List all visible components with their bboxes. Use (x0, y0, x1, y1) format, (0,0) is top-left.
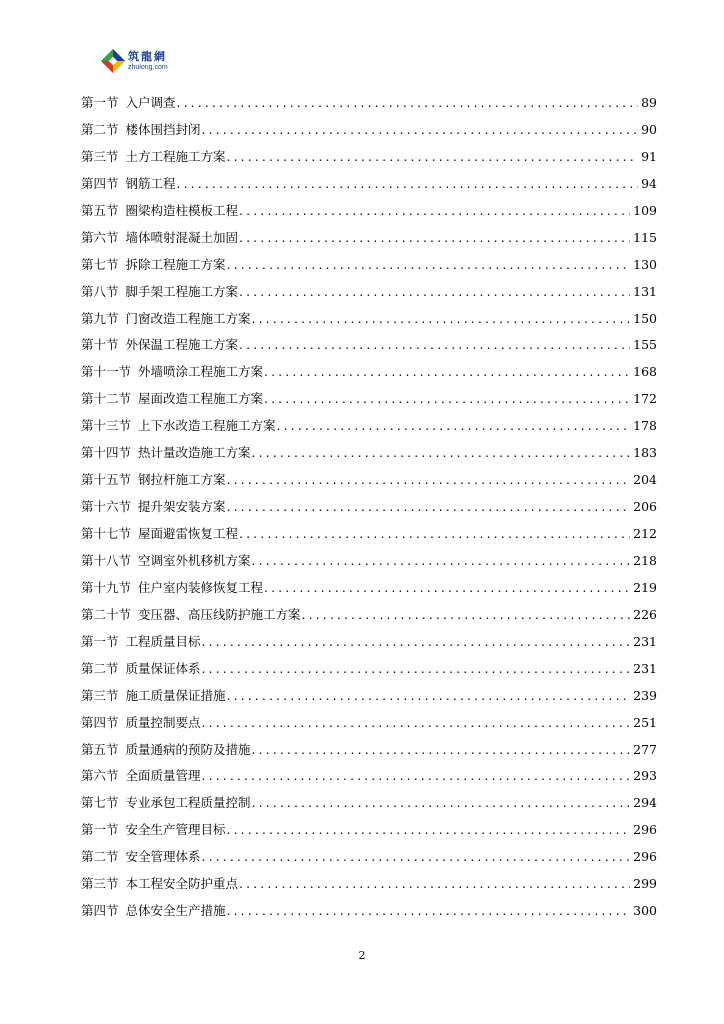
toc-entry[interactable] (81, 467, 657, 494)
toc-dot-leader (202, 710, 631, 737)
toc-dot-leader (239, 198, 630, 225)
toc-dot-leader (202, 844, 631, 871)
toc-entry[interactable] (81, 252, 657, 279)
toc-page-number: 131 (633, 283, 657, 299)
toc-entry[interactable] (81, 144, 657, 171)
toc-entry[interactable] (81, 575, 657, 602)
toc-page-number: 239 (633, 687, 657, 703)
toc-section-number: 第二十节 (81, 606, 132, 622)
toc-entry[interactable] (81, 844, 657, 871)
toc-dot-leader (264, 575, 630, 602)
toc-dot-leader (202, 763, 631, 790)
toc-section-number: 第十九节 (81, 579, 132, 595)
toc-page-number: 296 (633, 849, 657, 865)
toc-section-number: 第四节 (81, 903, 119, 919)
toc-section-number: 第十七节 (81, 526, 132, 541)
toc-page-number: 299 (633, 876, 657, 892)
toc-dot-leader (264, 359, 630, 386)
toc-section-number: 第六节 (81, 768, 119, 784)
toc-entry[interactable] (81, 548, 657, 575)
toc-section-number: 第十一节 (81, 364, 132, 380)
toc-page-number: 293 (633, 768, 657, 784)
toc-section-number: 第五节 (81, 202, 119, 218)
toc-entry[interactable] (81, 440, 657, 467)
toc-section-title: 质量保证体系 (125, 660, 201, 676)
toc-page-number: 183 (633, 445, 657, 461)
logo-url: zhulong.com (128, 63, 168, 71)
toc-section-number: 第十八节 (81, 552, 132, 568)
toc-dot-leader (239, 279, 630, 306)
toc-section-title: 工程质量目标 (125, 633, 201, 649)
toc-entry[interactable] (81, 90, 657, 117)
toc-section-number: 第一节 (81, 822, 119, 838)
logo-chinese-name: 筑龍網 (128, 49, 167, 63)
toc-section-number: 第十六节 (81, 499, 132, 515)
toc-dot-leader (239, 332, 630, 359)
toc-dot-leader (202, 117, 639, 144)
toc-section-number: 第十三节 (81, 418, 132, 434)
logo-text-group (128, 51, 168, 72)
toc-page-number: 294 (633, 795, 657, 811)
toc-dot-leader (227, 252, 631, 279)
toc-entry[interactable] (81, 710, 657, 737)
toc-dot-leader (239, 871, 630, 898)
toc-section-title: 外墙喷涂工程施工方案 (138, 364, 264, 380)
toc-dot-leader (227, 144, 639, 171)
toc-page-number: 155 (633, 337, 657, 353)
toc-entry[interactable] (81, 225, 657, 252)
toc-section-title: 变压器、高压线防护施工方案 (138, 606, 301, 622)
toc-section-number: 第六节 (81, 229, 119, 245)
toc-entry[interactable] (81, 332, 657, 359)
toc-page-number: 115 (633, 229, 657, 245)
toc-entry[interactable] (81, 359, 657, 386)
toc-section-number: 第二节 (81, 121, 119, 137)
toc-page-number: 219 (633, 579, 657, 595)
toc-page-number: 226 (633, 606, 657, 622)
toc-section-title: 圈梁构造柱模板工程 (125, 202, 239, 218)
toc-page-number: 296 (633, 822, 657, 838)
toc-page-number: 168 (633, 364, 657, 380)
toc-page-number: 91 (641, 148, 657, 164)
toc-page-number: 231 (633, 633, 657, 649)
toc-section-title: 安全生产管理目标 (125, 822, 226, 838)
toc-entry[interactable] (81, 602, 657, 629)
toc-section-title: 提升架安装方案 (138, 499, 226, 515)
toc-section-number: 第五节 (81, 741, 119, 757)
toc-entry[interactable] (81, 171, 657, 198)
table-of-contents (81, 90, 657, 925)
toc-page-number: 218 (633, 552, 657, 568)
toc-section-title: 住户室内装修恢复工程 (138, 579, 264, 595)
toc-section-title: 钢拉杆施工方案 (138, 472, 226, 488)
toc-dot-leader (252, 790, 631, 817)
toc-section-number: 第一节 (81, 95, 119, 110)
toc-section-title: 土方工程施工方案 (125, 148, 226, 164)
toc-section-title: 墙体喷射混凝土加固 (125, 229, 239, 245)
toc-dot-leader (202, 656, 631, 683)
toc-dot-leader (277, 413, 631, 440)
toc-entry[interactable] (81, 306, 657, 333)
toc-dot-leader (202, 629, 631, 656)
toc-section-number: 第七节 (81, 256, 119, 272)
toc-section-number: 第四节 (81, 714, 119, 730)
toc-section-number: 第九节 (81, 310, 119, 326)
toc-page-number: 204 (633, 472, 657, 488)
toc-section-title: 空调室外机移机方案 (138, 552, 251, 568)
toc-page-number: 172 (633, 391, 657, 407)
toc-section-number: 第八节 (81, 283, 119, 299)
toc-section-number: 第三节 (81, 148, 119, 164)
toc-section-title: 热计量改造施工方案 (138, 445, 251, 461)
zhulong-logo (100, 46, 168, 76)
toc-section-title: 拆除工程施工方案 (125, 256, 226, 272)
toc-page-number: 300 (633, 903, 657, 919)
toc-dot-leader (227, 683, 631, 710)
toc-dot-leader (227, 817, 631, 844)
toc-section-title: 屋面改造工程施工方案 (138, 391, 264, 407)
toc-section-title: 入户调查 (125, 95, 176, 110)
toc-section-title: 脚手架工程施工方案 (125, 283, 239, 299)
toc-section-title: 全面质量管理 (125, 768, 201, 784)
toc-page-number: 89 (641, 95, 657, 110)
toc-entry[interactable] (81, 198, 657, 225)
toc-page-number: 206 (633, 499, 657, 515)
toc-section-title: 总体安全生产措施 (125, 903, 226, 919)
toc-section-number: 第十二节 (81, 391, 132, 407)
toc-dot-leader (177, 90, 639, 117)
toc-entry[interactable] (81, 898, 657, 925)
toc-dot-leader (252, 548, 631, 575)
toc-section-title: 施工质量保证措施 (125, 687, 226, 703)
toc-page-number: 130 (633, 256, 657, 272)
toc-entry[interactable] (81, 386, 657, 413)
toc-section-title: 外保温工程施工方案 (125, 337, 239, 353)
toc-dot-leader (302, 602, 631, 629)
toc-page-number: 277 (633, 741, 657, 757)
toc-section-number: 第十节 (81, 337, 119, 353)
toc-section-number: 第七节 (81, 795, 119, 811)
toc-section-title: 质量控制要点 (125, 714, 201, 730)
toc-section-title: 专业承包工程质量控制 (125, 795, 251, 811)
toc-dot-leader (252, 440, 631, 467)
toc-page-number: 231 (633, 660, 657, 676)
toc-dot-leader (227, 467, 631, 494)
toc-entry[interactable] (81, 656, 657, 683)
toc-section-number: 第二节 (81, 849, 119, 865)
toc-page-number: 212 (633, 526, 657, 541)
toc-page-number: 90 (641, 121, 657, 137)
toc-entry[interactable] (81, 871, 657, 898)
toc-dot-leader (227, 494, 631, 521)
toc-page-number: 94 (641, 175, 657, 191)
toc-entry[interactable] (81, 521, 657, 548)
toc-section-title: 屋面避雷恢复工程 (138, 526, 239, 541)
toc-section-title: 本工程安全防护重点 (125, 876, 239, 892)
toc-entry[interactable] (81, 683, 657, 710)
toc-section-number: 第一节 (81, 633, 119, 649)
toc-section-number: 第十五节 (81, 472, 132, 488)
toc-dot-leader (227, 898, 631, 925)
toc-dot-leader (252, 737, 631, 764)
toc-entry[interactable] (81, 413, 657, 440)
toc-section-title: 安全管理体系 (125, 849, 201, 865)
toc-section-title: 钢筋工程 (125, 175, 176, 191)
toc-dot-leader (177, 171, 639, 198)
zhulong-logo-icon (100, 48, 126, 74)
toc-entry[interactable] (81, 817, 657, 844)
page-number: 2 (358, 949, 366, 962)
toc-section-title: 楼体围挡封闭 (125, 121, 201, 137)
toc-page-number: 150 (633, 310, 657, 326)
toc-entry[interactable] (81, 279, 657, 306)
toc-section-number: 第三节 (81, 876, 119, 892)
toc-section-title: 门窗改造工程施工方案 (125, 310, 251, 326)
toc-page-number: 178 (633, 418, 657, 434)
toc-entry[interactable] (81, 629, 657, 656)
toc-section-number: 第二节 (81, 660, 119, 676)
toc-entry[interactable] (81, 494, 657, 521)
toc-section-number: 第三节 (81, 687, 119, 703)
toc-entry[interactable] (81, 117, 657, 144)
toc-dot-leader (239, 225, 630, 252)
toc-page-number: 109 (633, 202, 657, 218)
toc-section-title: 上下水改造工程施工方案 (138, 418, 276, 434)
toc-section-title: 质量通病的预防及措施 (125, 741, 251, 757)
toc-entry[interactable] (81, 763, 657, 790)
toc-dot-leader (264, 386, 630, 413)
toc-entry[interactable] (81, 737, 657, 764)
toc-entry[interactable] (81, 790, 657, 817)
toc-page-number: 251 (633, 714, 657, 730)
toc-dot-leader (252, 306, 631, 333)
toc-section-number: 第四节 (81, 175, 119, 191)
toc-section-number: 第十四节 (81, 445, 132, 461)
toc-dot-leader (239, 521, 630, 548)
